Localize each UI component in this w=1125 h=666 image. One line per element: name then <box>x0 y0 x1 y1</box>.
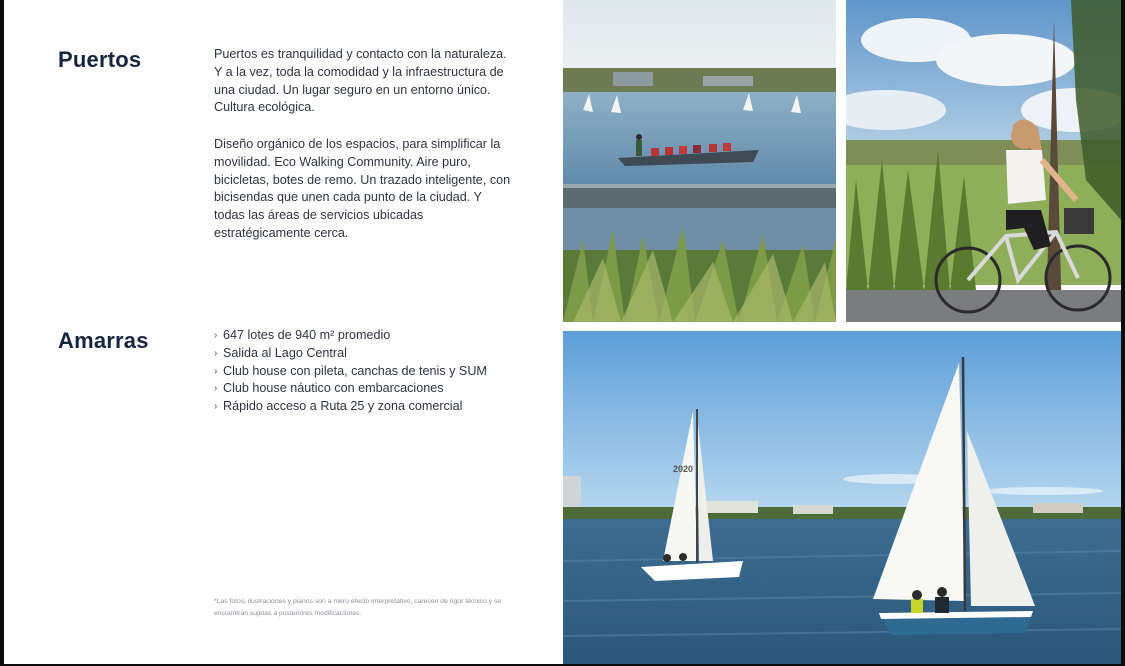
feature-text: Salida al Lago Central <box>223 345 347 360</box>
chevron-right-icon: › <box>214 365 218 377</box>
list-item <box>214 380 487 398</box>
amarras-feature-list <box>214 327 487 416</box>
photo-cyclist <box>846 0 1121 322</box>
chevron-right-icon: › <box>214 401 218 413</box>
puertos-paragraph-1: Puertos es tranquilidad y contacto con la naturaleza. Y a la vez, toda la comodidad y la infraestructura de una ciudad. Un lugar seguro en un entorno único. Cultura ecológica. <box>214 47 507 115</box>
sailboats-illustration <box>563 331 1121 664</box>
list-item <box>214 363 487 381</box>
feature-text: Club house náutico con embarcaciones <box>223 381 444 396</box>
chevron-right-icon: › <box>214 347 218 359</box>
feature-text: Rápido acceso a Ruta 25 y zona comercial <box>223 399 463 414</box>
feature-text: 647 lotes de 940 m² promedio <box>223 328 391 342</box>
chevron-right-icon: › <box>214 383 218 395</box>
list-item <box>214 398 487 416</box>
disclaimer-note: *Las fotos, ilustraciones y planos son a mero efecto interpretativo, carecen de rigor técnico y se encuentran sujetas a posteriores modificaciones. <box>214 598 502 617</box>
feature-text: Club house con pileta, canchas de tenis y SUM <box>223 363 487 378</box>
puertos-paragraph-2: Diseño orgánico de los espacios, para simplificar la movilidad. Eco Walking Community. Aire puro, bicicletas, botes de remo. Un trazado inteligente, con bicisendas que unen cada punto de la ciudad. Y todas las áreas de servicios ubicadas estratégicamente cerca. <box>214 137 511 240</box>
amarras-heading: Amarras <box>58 328 149 353</box>
photo-rowing-lake <box>563 0 836 322</box>
cyclist-illustration <box>846 0 1121 322</box>
brochure-page <box>4 0 1121 664</box>
photo-sailboats <box>563 331 1121 664</box>
text-column <box>4 0 562 664</box>
sail-number: 2020 <box>673 464 694 474</box>
list-item <box>214 327 487 345</box>
puertos-heading: Puertos <box>58 47 142 72</box>
chevron-right-icon: › <box>214 330 218 341</box>
list-item <box>214 345 487 363</box>
rowing-lake-illustration <box>563 0 836 322</box>
